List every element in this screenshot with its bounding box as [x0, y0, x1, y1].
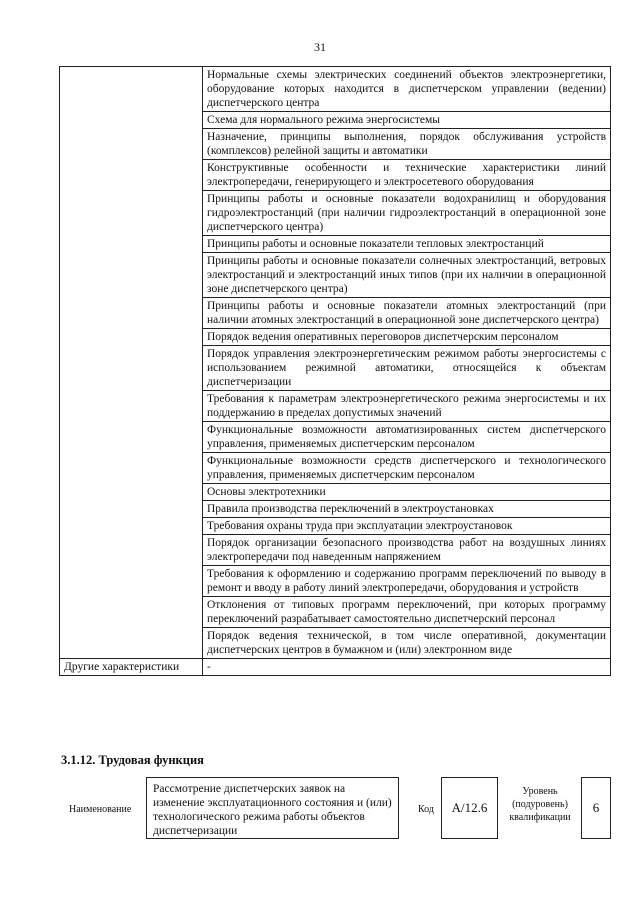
- knowledge-item: Нормальные схемы электрических соединений объектов электроэнергетики, оборудование которых находится в диспетчерском управлении (ведении) диспетчерского центра: [203, 67, 611, 112]
- table-row-other: [60, 659, 611, 676]
- knowledge-item: Порядок ведения оперативных переговоров диспетчерским персоналом: [203, 329, 611, 346]
- knowledge-item: Порядок ведения технической, в том числе оперативной, документации диспетчерских центров в бумажном и (или) электронном виде: [203, 628, 611, 659]
- other-characteristics-label: Другие характеристики: [60, 659, 203, 676]
- section-title: 3.1.12. Трудовая функция: [61, 753, 204, 767]
- knowledge-item: Основы электротехники: [203, 484, 611, 501]
- knowledge-item: Назначение, принципы выполнения, порядок обслуживания устройств (комплексов) релейной защиты и автоматики: [203, 129, 611, 160]
- knowledge-item: Требования к параметрам электроэнергетического режима энергосистемы и их поддержанию в пределах допустимых значений: [203, 391, 611, 422]
- knowledge-item: Порядок организации безопасного производства работ на воздушных линиях электропередачи под наведенным напряжением: [203, 535, 611, 566]
- page-number: 31: [314, 40, 326, 54]
- code-value: A/12.6: [441, 777, 498, 839]
- knowledge-table: [59, 66, 611, 676]
- row-label-cell: [60, 67, 203, 659]
- name-label: Наименование: [69, 804, 132, 815]
- knowledge-item: Порядок управления электроэнергетическим режимом работы энергосистемы с использованием режимной автоматики, относящейся к объектам диспетчеризации: [203, 346, 611, 391]
- level-value: 6: [581, 777, 611, 839]
- level-label: Уровень (подуровень) квалификации: [509, 786, 571, 823]
- knowledge-item: Правила производства переключений в электроустановках: [203, 501, 611, 518]
- knowledge-item: Схема для нормального режима энергосистемы: [203, 112, 611, 129]
- knowledge-item: Функциональные возможности средств диспетчерского и технологического управления, применяемых диспетчерским персоналом: [203, 453, 611, 484]
- knowledge-item: Требования охраны труда при эксплуатации электроустановок: [203, 518, 611, 535]
- knowledge-item: Конструктивные особенности и технические характеристики линий электропередачи, генерирующего и электросетевого оборудования: [203, 160, 611, 191]
- name-value: Рассмотрение диспетчерских заявок на изменение эксплуатационного состояния и (или) технологического режима работы объектов диспетчеризации: [146, 777, 399, 839]
- other-characteristics-value: -: [203, 659, 611, 676]
- labor-function-header: [61, 775, 611, 850]
- knowledge-item: Отклонения от типовых программ переключений, при которых программу переключений разрабатывает самостоятельно диспетчерский персонал: [203, 597, 611, 628]
- knowledge-item: Требования к оформлению и содержанию программ переключений по выводу в ремонт и вводу в работу линий электропередачи, оборудования и устройств: [203, 566, 611, 597]
- code-label: Код: [418, 804, 434, 815]
- knowledge-table-body: [60, 67, 611, 676]
- knowledge-item: Функциональные возможности автоматизированных систем диспетчерского управления, применяемых диспетчерским персоналом: [203, 422, 611, 453]
- knowledge-item: Принципы работы и основные показатели солнечных электростанций, ветровых электростанций и электростанций иных типов (при их наличии в операционной зоне диспетчерского центра): [203, 253, 611, 298]
- knowledge-item: Принципы работы и основные показатели водохранилищ и оборудования гидроэлектростанций (при наличии гидроэлектростанций в операционной зоне диспетчерского центра): [203, 191, 611, 236]
- table-row: [60, 67, 611, 112]
- knowledge-item: Принципы работы и основные показатели атомных электростанций (при наличии атомных электростанций в операционной зоне диспетчерского центра): [203, 298, 611, 329]
- knowledge-item: Принципы работы и основные показатели тепловых электростанций: [203, 236, 611, 253]
